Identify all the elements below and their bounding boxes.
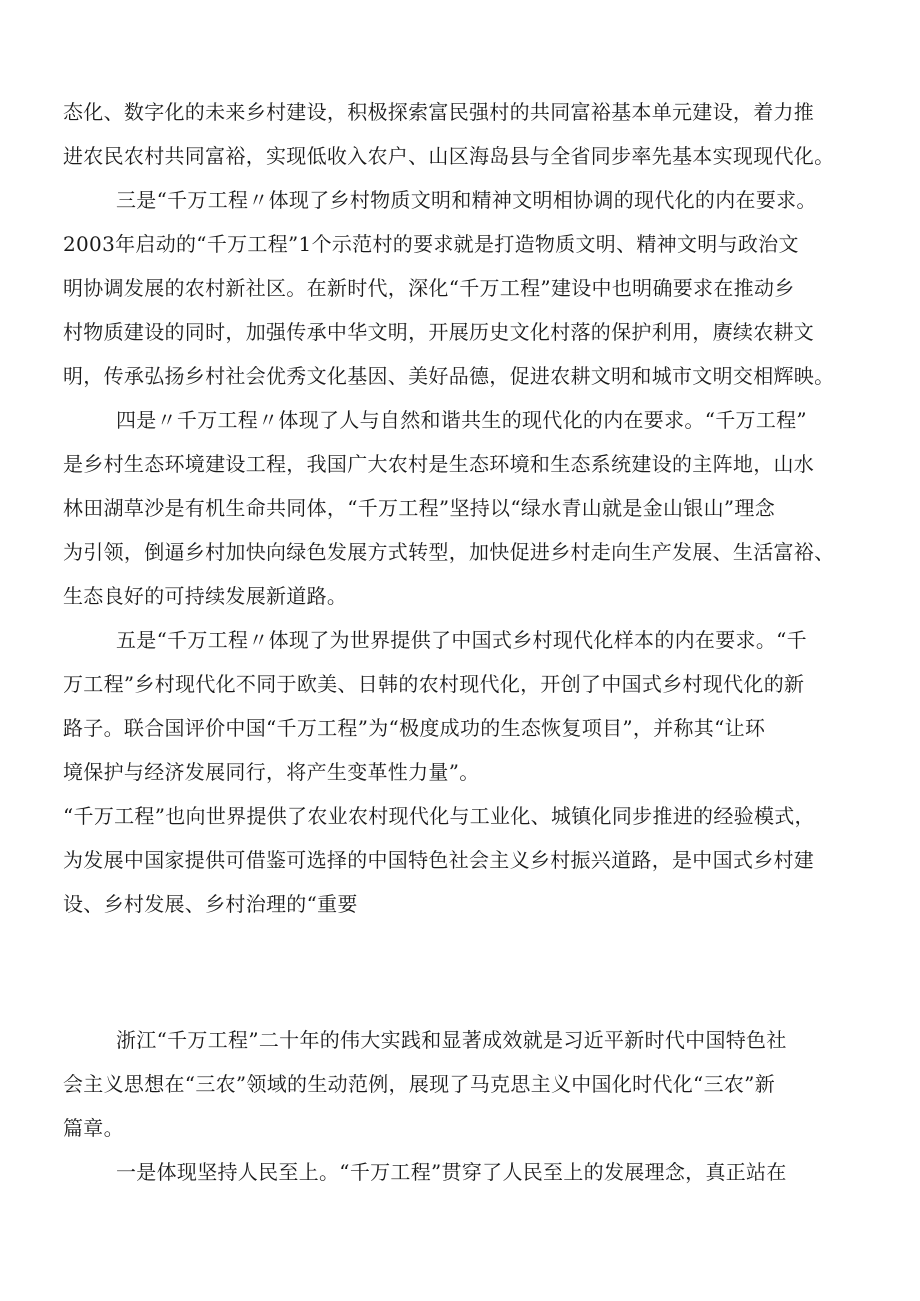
text-line: 为发展中国家提供可借鉴可选择的中国特色社会主义乡村振兴道路，是中国式乡村建 [63,848,815,872]
text-line: 2003年启动的“千万工程”1个示范村的要求就是打造物质文明、精神文明与政治文 [63,232,799,256]
text-line: 设、乡村发展、乡村治理的“重要 [63,892,358,916]
text-line: 境保护与经济发展同行，将产生变革性力量”。 [63,760,480,784]
text-line: 林田湖草沙是有机生命共同体，“千万工程”坚持以“绿水青山就是金山银山”理念 [63,496,775,520]
text-line: 明协调发展的农村新社区。在新时代，深化“千万工程”建设中也明确要求在推动乡 [63,276,795,300]
text-line: 生态良好的可持续发展新道路。 [63,584,348,608]
text-line: 一是体现坚持人民至上。“千万工程”贯穿了人民至上的发展理念，真正站在 [116,1160,787,1184]
text-line: 五是“千万工程〃体现了为世界提供了中国式乡村现代化样本的内在要求。“千 [116,628,807,652]
text-line: 会主义思想在“三农”领域的生动范例，展现了马克思主义中国化时代化“三农”新 [63,1072,775,1096]
text-line: 明，传承弘扬乡村社会优秀文化基因、美好品德，促进农耕文明和城市文明交相辉映。 [63,364,835,388]
text-line: 态化、数字化的未来乡村建设，积极探索富民强村的共同富裕基本单元建设，着力推 [63,100,815,124]
text-line: 村物质建设的同时，加强传承中华文明，开展历史文化村落的保护利用，赓续农耕文 [63,320,815,344]
text-line: 是乡村生态环境建设工程，我国广大农村是生态环境和生态系统建设的主阵地，山水 [63,452,815,476]
text-line: 浙江“千万工程”二十年的伟大实践和显著成效就是习近平新时代中国特色社 [116,1028,787,1052]
text-line: “千万工程”也向世界提供了农业农村现代化与工业化、城镇化同步推进的经验模式， [63,804,815,828]
text-line: 路子。联合国评价中国“千万工程”为“极度成功的生态恢复项目”，并称其“让环 [63,716,766,740]
text-line: 四是〃千万工程〃体现了人与自然和谐共生的现代化的内在要求。“千万工程” [116,408,807,432]
text-line: 万工程”乡村现代化不同于欧美、日韩的农村现代化，开创了中国式乡村现代化的新 [63,672,805,696]
text-line: 为引领，倒逼乡村加快向绿色发展方式转型，加快促进乡村走向生产发展、生活富裕、 [63,540,835,564]
text-line: 进农民农村共同富裕，实现低收入农户、山区海岛县与全省同步率先基本实现现代化。 [63,144,835,168]
text-line: 三是“千万工程〃体现了乡村物质文明和精神文明相协调的现代化的内在要求。 [116,188,817,212]
text-line: 篇章。 [63,1116,124,1140]
